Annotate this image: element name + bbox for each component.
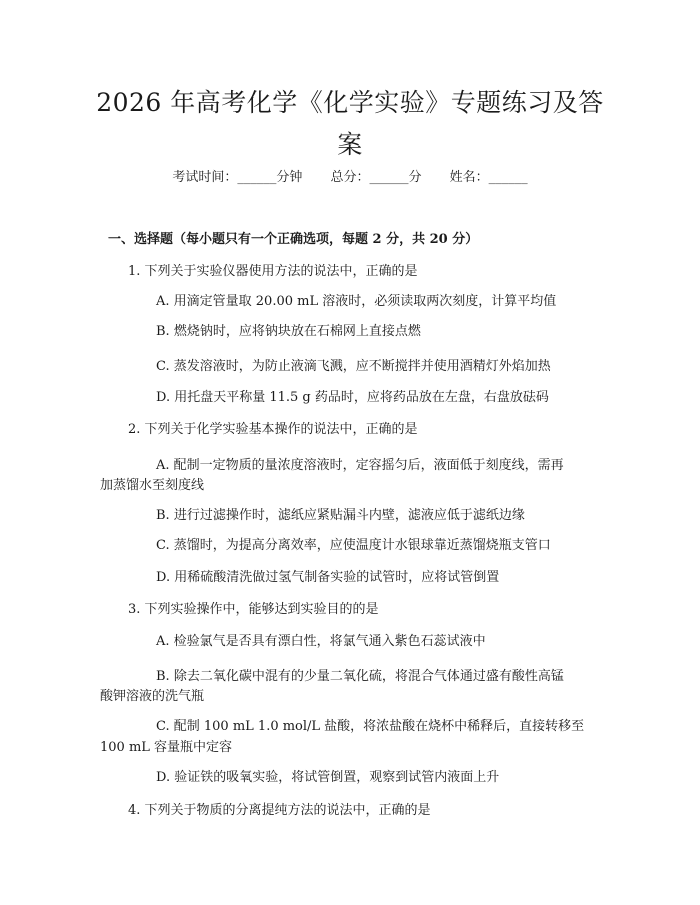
question-3-option-a: A. 检验氯气是否具有漂白性，将氯气通入紫色石蕊试液中 — [156, 634, 486, 649]
question-3-option-d: D. 验证铁的吸氧实验，将试管倒置，观察到试管内液面上升 — [156, 770, 500, 785]
exam-total-score: 总分：______分 — [330, 170, 422, 185]
section-heading: 一、选择题（每小题只有一个正确选项，每题 2 分，共 20 分） — [108, 232, 479, 247]
exam-info-line — [0, 168, 700, 188]
question-4-stem: 4. 下列关于物质的分离提纯方法的说法中，正确的是 — [128, 803, 431, 818]
page-title: 2026 年高考化学《化学实验》专题练习及答案 — [96, 88, 604, 159]
question-2-option-c: C. 蒸馏时，为提高分离效率，应使温度计水银球靠近蒸馏烧瓶支管口 — [156, 538, 551, 553]
question-2-option-a-continued: 加蒸馏水至刻度线 — [100, 478, 205, 493]
question-2-option-a: A. 配制一定物质的量浓度溶液时，定容摇匀后，液面低于刻度线，需再 — [156, 458, 564, 473]
question-1-option-d: D. 用托盘天平称量 11.5 g 药品时，应将药品放在左盘，右盘放砝码 — [156, 390, 549, 405]
question-3-option-c-continued: 100 mL 容量瓶中定容 — [100, 740, 233, 755]
question-3-stem: 3. 下列实验操作中，能够达到实验目的的是 — [128, 602, 379, 617]
question-1-option-a: A. 用滴定管量取 20.00 mL 溶液时，必须读取两次刻度，计算平均值 — [156, 294, 557, 309]
question-1-option-c: C. 蒸发溶液时，为防止液滴飞溅，应不断搅拌并使用酒精灯外焰加热 — [156, 359, 551, 374]
question-2-option-d: D. 用稀硫酸清洗做过氢气制备实验的试管时，应将试管倒置 — [156, 570, 500, 585]
question-3-option-b-continued: 酸钾溶液的洗气瓶 — [100, 689, 205, 704]
question-2-stem: 2. 下列关于化学实验基本操作的说法中，正确的是 — [128, 422, 418, 437]
exam-student-name: 姓名：______ — [449, 170, 528, 185]
question-3-option-c: C. 配制 100 mL 1.0 mol/L 盐酸，将浓盐酸在烧杯中稀释后，直接转移至 — [156, 719, 585, 734]
question-2-option-b: B. 进行过滤操作时，滤纸应紧贴漏斗内壁，滤液应低于滤纸边缘 — [156, 508, 525, 523]
question-1-option-b: B. 燃烧钠时，应将钠块放在石棉网上直接点燃 — [156, 324, 421, 339]
question-1-stem: 1. 下列关于实验仪器使用方法的说法中，正确的是 — [128, 264, 418, 279]
question-3-option-b: B. 除去二氧化碳中混有的少量二氧化硫，将混合气体通过盛有酸性高锰 — [156, 669, 564, 684]
exam-time: 考试时间：______分钟 — [172, 170, 303, 185]
